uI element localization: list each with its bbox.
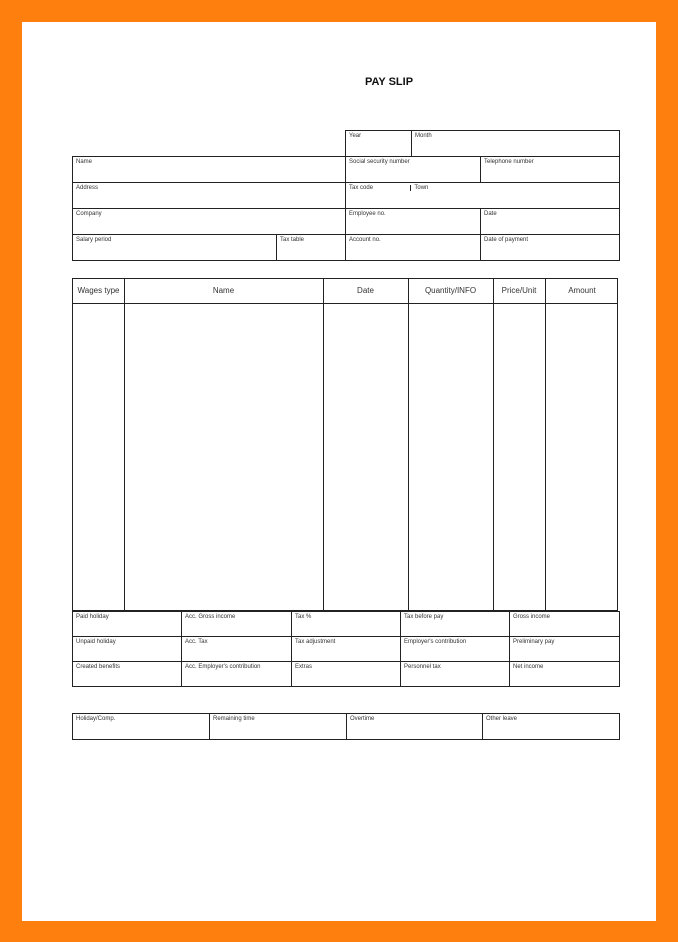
pay-slip-page [22,22,656,921]
gross-income-field[interactable]: Gross income [510,612,620,637]
unpaid-holiday-field[interactable]: Unpaid holiday [73,637,182,662]
tax-table-field[interactable]: Tax table [277,235,346,261]
header-name: Name [212,286,235,295]
tax-adjustment-field[interactable]: Tax adjustment [292,637,401,662]
header-wages-type: Wages type [77,286,120,295]
created-benefits-field[interactable]: Created benefits [73,662,182,687]
net-income-field[interactable]: Net income [510,662,620,687]
date-of-payment-field[interactable]: Date of payment [481,235,620,261]
acc-tax-field[interactable]: Acc. Tax [182,637,292,662]
tax-before-pay-field[interactable]: Tax before pay [401,612,510,637]
address-field[interactable]: Address [73,183,346,209]
page-title: PAY SLIP [364,76,414,88]
acc-employers-contribution-field[interactable]: Acc. Employer's contribution [182,662,292,687]
employers-contribution-field[interactable]: Employer's contribution [401,637,510,662]
leave-table [72,713,620,740]
employee-no-field[interactable]: Employee no. [346,209,481,235]
month-field[interactable]: Month [412,131,620,157]
acc-gross-income-field[interactable]: Acc. Gross income [182,612,292,637]
paid-holiday-field[interactable]: Paid holiday [73,612,182,637]
personnel-tax-field[interactable]: Personnel tax [401,662,510,687]
employee-info-table [72,156,620,261]
tax-percent-field[interactable]: Tax % [292,612,401,637]
name-field[interactable]: Name [73,157,346,183]
extras-field[interactable]: Extras [292,662,401,687]
salary-period-field[interactable]: Salary period [73,235,277,261]
other-leave-field[interactable]: Other leave [483,714,620,740]
telephone-field[interactable]: Telephone number [481,157,620,183]
account-no-field[interactable]: Account no. [346,235,481,261]
summary-table [72,611,620,687]
ssn-field[interactable]: Social security number [346,157,481,183]
date-field[interactable]: Date [481,209,620,235]
preliminary-pay-field[interactable]: Preliminary pay [510,637,620,662]
holiday-comp-field[interactable]: Holiday/Comp. [73,714,210,740]
year-month-table [345,130,620,157]
header-amount: Amount [568,286,596,295]
remaining-time-field[interactable]: Remaining time [210,714,347,740]
tax-code-town-field[interactable] [346,183,620,209]
overtime-field[interactable]: Overtime [347,714,483,740]
town-label: Town [410,185,428,191]
year-field[interactable]: Year [346,131,412,157]
header-price-unit: Price/Unit [501,286,537,295]
header-date: Date [357,286,374,295]
header-quantity-info: Quantity/INFO [424,286,477,295]
tax-code-label: Tax code [349,185,374,191]
company-field[interactable]: Company [73,209,346,235]
wage-items-table [72,278,618,611]
